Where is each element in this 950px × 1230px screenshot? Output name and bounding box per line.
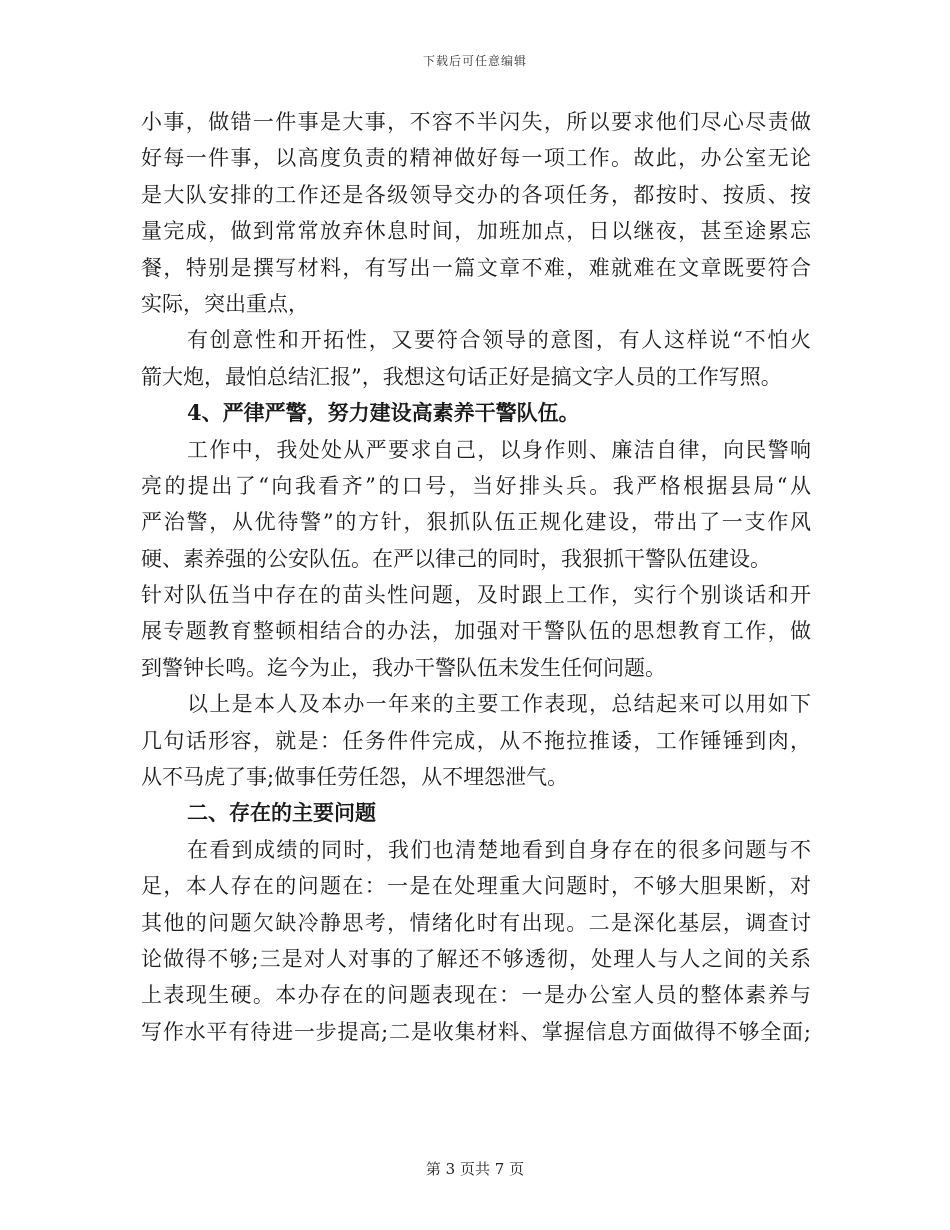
text-line: 写作水平有待进一步提高;二是收集材料、掌握信息方面做得不够全面; bbox=[141, 1019, 811, 1044]
text-line: 在看到成绩的同时，我们也清楚地看到自身存在的很多问题与不 bbox=[187, 837, 811, 862]
text-line: 针对队伍当中存在的苗头性问题，及时跟上工作，实行个别谈话和开 bbox=[141, 583, 811, 608]
text-line: 论做得不够;三是对人对事的了解还不够透彻，处理人与人之间的关系 bbox=[141, 946, 811, 971]
text-line: 量完成，做到常常放弃休息时间，加班加点，日以继夜，甚至途累忘 bbox=[141, 219, 811, 244]
text-line: 好每一件事，以高度负责的精神做好每一项工作。故此，办公室无论 bbox=[141, 146, 811, 171]
text-line: 上表现生硬。本办存在的问题表现在：一是办公室人员的整体素养与 bbox=[141, 983, 811, 1008]
document-body bbox=[141, 104, 811, 1050]
text-line: 实际，突出重点， bbox=[141, 291, 309, 316]
text-line: 展专题教育整顿相结合的办法，加强对干警队伍的思想教育工作，做 bbox=[141, 619, 811, 644]
page-header: 下载后可任意编辑 bbox=[422, 54, 527, 68]
text-line: 到警钟长鸣。迄今为止，我办干警队伍未发生任何问题。 bbox=[141, 655, 666, 680]
text-line: 其他的问题欠缺冷静思考，情绪化时有出现。二是深化基层，调查讨 bbox=[141, 910, 811, 935]
text-line: 餐，特别是撰写材料，有写出一篇文章不难，难就难在文章既要符合 bbox=[141, 255, 811, 280]
text-line: 是大队安排的工作还是各级领导交办的各项任务，都按时、按质、按 bbox=[141, 182, 811, 207]
text-line: 小事，做错一件事是大事，不容不半闪失，所以要求他们尽心尽责做 bbox=[141, 110, 811, 134]
section-heading: 二、存在的主要问题 bbox=[187, 800, 376, 826]
text-line: 工作中，我处处从严要求自己，以身作则、廉洁自律，向民警响 bbox=[187, 437, 811, 462]
section-heading: 4、严律严警，努力建设高素养干警队伍。 bbox=[187, 400, 580, 426]
page-footer: 第 3 页共 7 页 bbox=[425, 1160, 525, 1178]
text-line: 足，本人存在的问题在：一是在处理重大问题时，不够大胆果断，对 bbox=[141, 874, 811, 899]
text-line: 从不马虎了事;做事任劳任怨，从不埋怨泄气。 bbox=[141, 765, 569, 790]
text-line: 严治警，从优待警”的方针，狠抓队伍正规化建设，带出了一支作风 bbox=[141, 510, 811, 535]
text-line: 有创意性和开拓性，又要符合领导的意图，有人这样说“不怕火 bbox=[187, 328, 811, 353]
text-line: 箭大炮，最怕总结汇报”，我想这句话正好是搞文字人员的工作写照。 bbox=[141, 364, 782, 389]
text-line: 硬、素养强的公安队伍。在严以律己的同时，我狠抓干警队伍建设。 bbox=[141, 546, 771, 571]
text-line: 亮的提出了“向我看齐”的口号，当好排头兵。我严格根据县局“从 bbox=[141, 473, 811, 498]
text-line: 以上是本人及本办一年来的主要工作表现，总结起来可以用如下 bbox=[187, 692, 811, 717]
text-line: 几句话形容，就是：任务件件完成，从不拖拉推诿，工作锤锤到肉， bbox=[141, 728, 811, 753]
